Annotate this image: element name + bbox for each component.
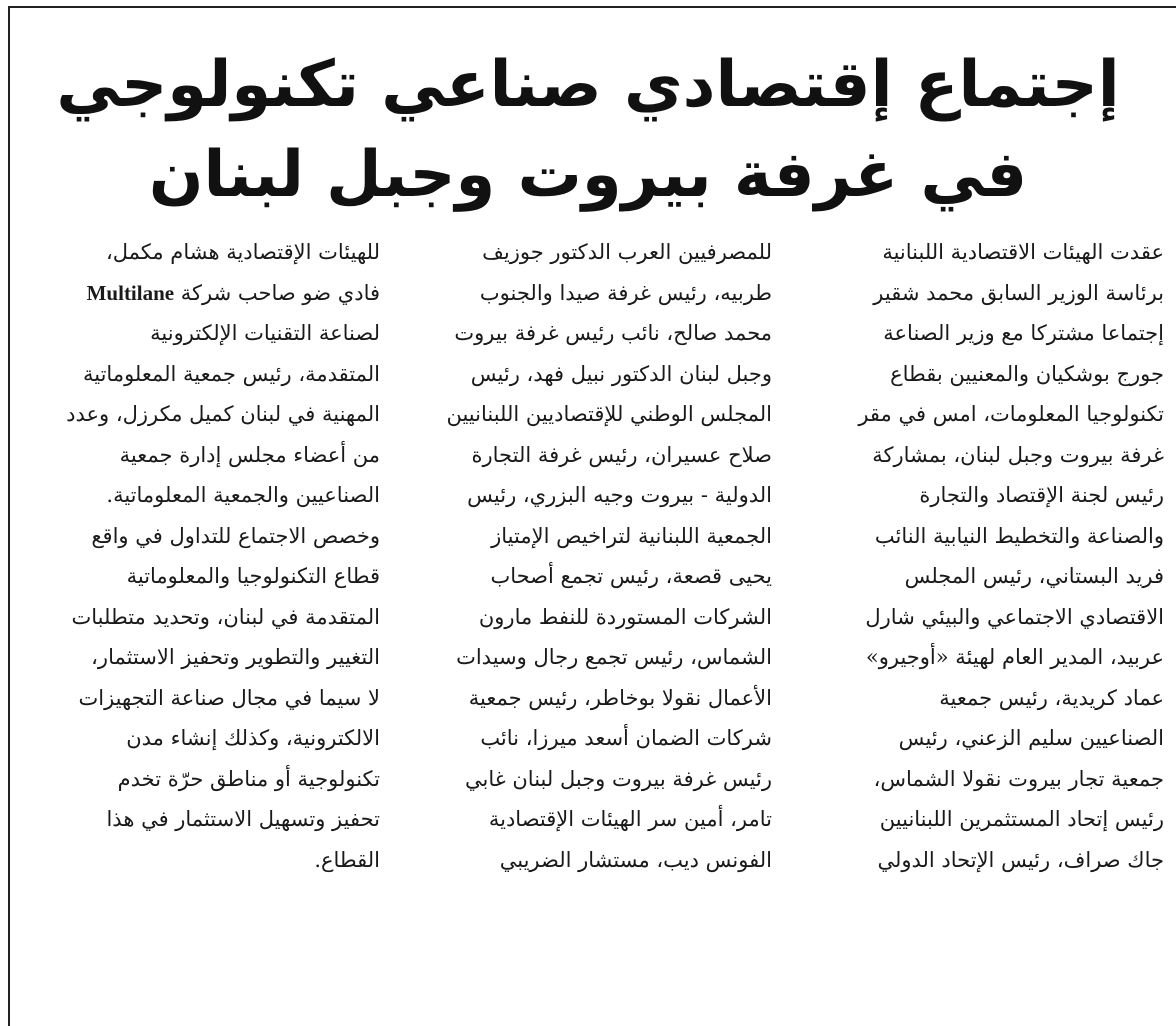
text-line: الدولية - بيروت وجيه البزري، رئيس (467, 483, 772, 507)
text-line: الشماس، رئيس تجمع رجال وسيدات (456, 645, 772, 669)
text-line: الشركات المستوردة للنفط مارون (478, 604, 772, 629)
text-line: طربيه، رئيس غرفة صيدا والجنوب (479, 280, 772, 305)
text-line: تامر، أمين سر الهيئات الإقتصادية (488, 807, 772, 831)
text-line: رئيس غرفة بيروت وجبل لبنان غابي (464, 766, 772, 791)
text-line: وجبل لبنان الدكتور نبيل فهد، رئيس (470, 361, 772, 386)
article-headline (40, 40, 1136, 220)
text-line: القطاع. (314, 847, 380, 872)
text-line: لصناعة التقنيات الإلكترونية (150, 321, 380, 345)
text-line: عربيد، المدير العام لهيئة «أوجيرو» (865, 645, 1164, 669)
text-line: جاك صراف، رئيس الإتحاد الدولي (877, 847, 1164, 872)
text-line: رئيس لجنة الإقتصاد والتجارة (919, 483, 1164, 507)
text-line: تكنولوجيا المعلومات، امس في مقر (858, 402, 1164, 426)
text-line: الصناعيين والجمعية المعلوماتية. (106, 483, 380, 507)
text-line: الاقتصادي الاجتماعي والبيئي شارل (865, 604, 1164, 629)
text-line: محمد صالح، نائب رئيس غرفة بيروت (454, 321, 772, 345)
article-column-2 (412, 232, 772, 1022)
text-line: قطاع التكنولوجيا والمعلوماتية (126, 564, 380, 588)
article-column-3 (20, 232, 380, 1022)
article-body (20, 232, 1164, 1022)
text-line: تكنولوجية أو مناطق حرّة تخدم (117, 766, 380, 791)
text-line: المجلس الوطني للإقتصاديين اللبنانيين (446, 402, 772, 426)
text-line: والصناعة والتخطيط النيابية النائب (874, 523, 1164, 548)
text-line: التغيير والتطوير وتحفيز الاستثمار، (91, 645, 380, 669)
company-brand-name: Multilane (86, 280, 175, 305)
text-line: تحفيز وتسهيل الاستثمار في هذا (106, 807, 380, 831)
text-line: جمعية تجار بيروت نقولا الشماس، (873, 766, 1164, 791)
headline-line-2: في غرفة بيروت وجبل لبنان (148, 138, 1028, 212)
text-line: للهيئات الإقتصادية هشام مكمل، (105, 240, 380, 264)
text-line-with-brand (20, 273, 380, 314)
text-line: فادي ضو صاحب شركة (180, 280, 380, 305)
top-rule (8, 6, 1176, 8)
left-column-rule (8, 6, 10, 1026)
text-line: فريد البستاني، رئيس المجلس (904, 564, 1164, 588)
text-line: الجمعية اللبنانية لتراخيص الإمتياز (491, 523, 772, 548)
text-line: الصناعيين سليم الزعني، رئيس (898, 726, 1164, 750)
text-line: للمصرفيين العرب الدكتور جوزيف (482, 240, 772, 264)
text-line: رئيس إتحاد المستثمرين اللبنانيين (879, 807, 1164, 831)
headline-line-1: إجتماع إقتصادي صناعي تكنولوجي (56, 48, 1120, 122)
text-line: المتقدمة في لبنان، وتحديد متطلبات (71, 604, 380, 629)
text-line: الالكترونية، وكذلك إنشاء مدن (126, 726, 380, 750)
text-line: عماد كريدية، رئيس جمعية (939, 685, 1164, 710)
text-line: صلاح عسيران، رئيس غرفة التجارة (471, 442, 772, 467)
text-line: برئاسة الوزير السابق محمد شقير (873, 280, 1164, 305)
article-column-1 (804, 232, 1164, 1022)
text-line: المهنية في لبنان كميل مكرزل، وعدد (66, 402, 380, 426)
text-line: يحيى قصعة، رئيس تجمع أصحاب (490, 564, 772, 588)
text-line: وخصص الاجتماع للتداول في واقع (91, 523, 380, 548)
text-line: لا سيما في مجال صناعة التجهيزات (78, 685, 380, 710)
text-line: جورج بوشكيان والمعنيين بقطاع (890, 361, 1164, 386)
text-line: إجتماعا مشتركا مع وزير الصناعة (883, 321, 1164, 345)
text-line: عقدت الهيئات الاقتصادية اللبنانية (882, 240, 1164, 264)
text-line: الأعمال نقولا بوخاطر، رئيس جمعية (468, 685, 772, 710)
text-line: من أعضاء مجلس إدارة جمعية (119, 442, 380, 467)
text-line: الفونس ديب، مستشار الضريبي (499, 847, 772, 872)
text-line: المتقدمة، رئيس جمعية المعلوماتية (82, 361, 380, 386)
text-line: غرفة بيروت وجبل لبنان، بمشاركة (872, 442, 1164, 467)
text-line: شركات الضمان أسعد ميرزا، نائب (480, 726, 772, 750)
